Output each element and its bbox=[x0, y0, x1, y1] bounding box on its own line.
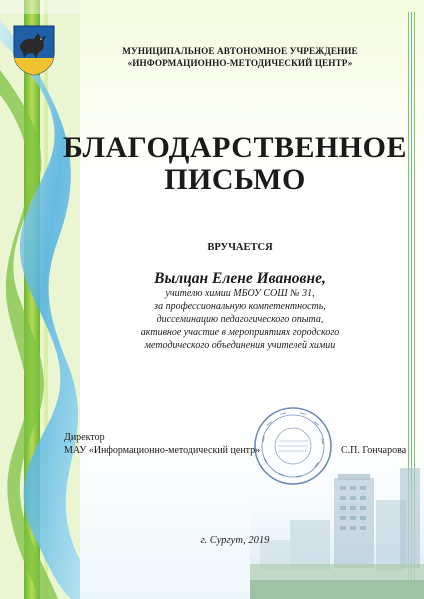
title-line-1: БЛАГОДАРСТВЕННОЕ bbox=[63, 131, 407, 164]
institution-line-1: МУНИЦИПАЛЬНОЕ АВТОНОМНОЕ УЧРЕЖДЕНИЕ bbox=[122, 46, 358, 56]
reason-line: методического объединения учителей химии bbox=[144, 340, 336, 351]
signatory-organization: МАУ «Информационно-методический центр» bbox=[64, 445, 261, 456]
title-line-2: ПИСЬМО bbox=[164, 163, 306, 196]
reason-line: активное участие в мероприятиях городского bbox=[140, 327, 340, 338]
award-label: ВРУЧАЕТСЯ bbox=[207, 242, 273, 253]
recipient-name: Вылцан Елене Ивановне, bbox=[154, 270, 326, 287]
reason-line: диссеминацию педагогического опыта, bbox=[156, 314, 324, 325]
signatory-name: С.П. Гончарова bbox=[341, 445, 407, 456]
award-reason bbox=[90, 287, 390, 352]
institution-line-2: «ИНФОРМАЦИОННО-МЕТОДИЧЕСКИЙ ЦЕНТР» bbox=[127, 58, 353, 68]
surgut-coat-of-arms-icon bbox=[12, 24, 56, 76]
decorative-ribbon bbox=[0, 0, 80, 599]
reason-line: за профессиональную компетентность, bbox=[154, 301, 326, 312]
document-title bbox=[40, 132, 424, 196]
reason-line: учителю химии МБОУ СОШ № 31, bbox=[165, 288, 315, 299]
institution-header bbox=[90, 45, 390, 69]
signatory-role: Директор bbox=[64, 432, 105, 443]
place-and-date: г. Сургут, 2019 bbox=[200, 535, 270, 546]
official-stamp-icon bbox=[252, 405, 334, 487]
